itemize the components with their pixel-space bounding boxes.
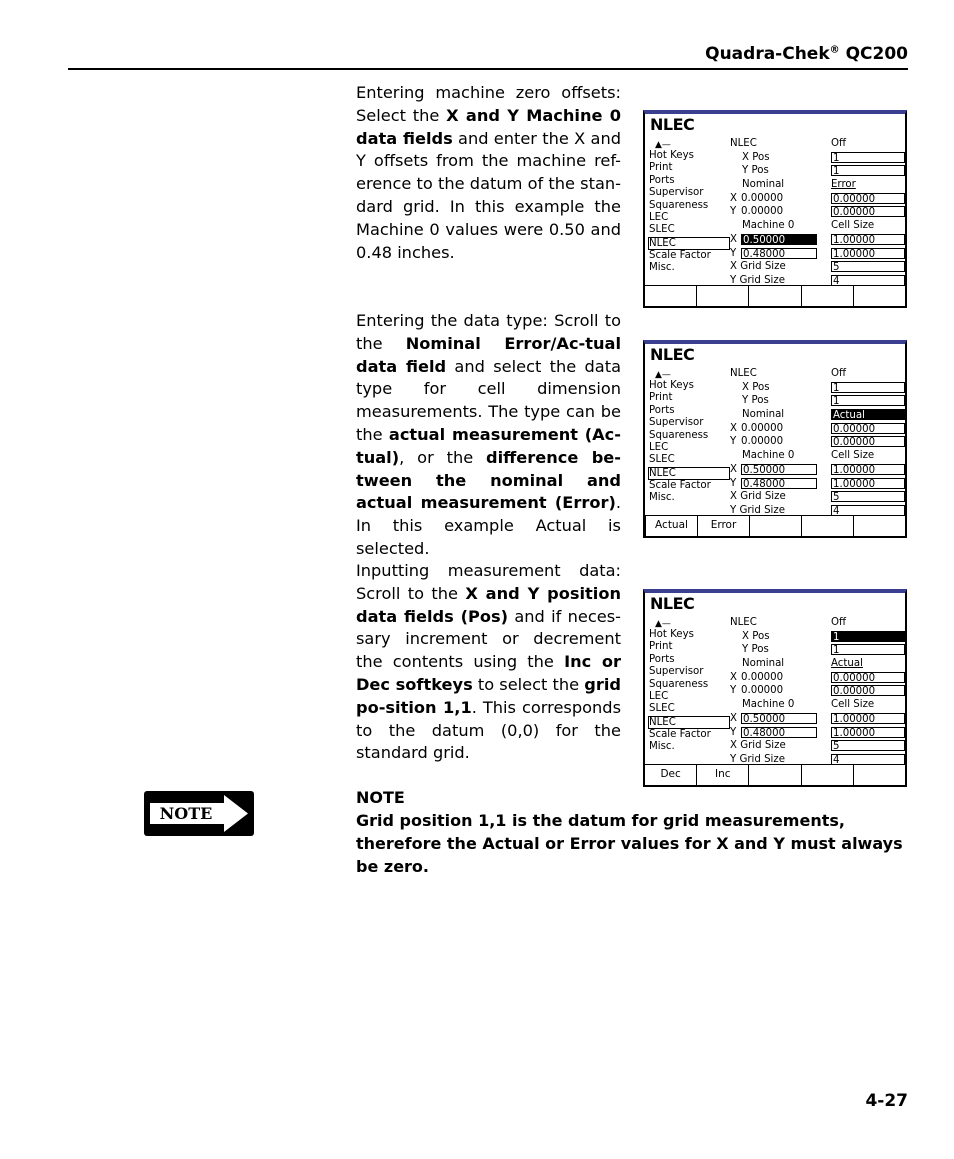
field-row: [831, 671, 907, 685]
axis-label: X: [730, 712, 737, 724]
menu-item[interactable]: Squareness: [649, 678, 709, 690]
field-label: NLEC: [730, 617, 757, 628]
field-row: [730, 151, 822, 165]
value-field[interactable]: 0.00000: [831, 672, 905, 683]
field-row: [831, 247, 907, 261]
field-row: [730, 178, 822, 192]
paragraph-machine-zero: [356, 82, 621, 264]
value-field[interactable]: 4: [831, 505, 905, 516]
screen-position: [643, 589, 907, 787]
menu-item[interactable]: LEC: [649, 212, 669, 224]
field-row: [831, 381, 907, 395]
menu-item[interactable]: Hot Keys: [649, 150, 694, 161]
text-run: Entering the data type: Scroll to the: [356, 311, 621, 353]
x-pos-field[interactable]: 1: [831, 152, 905, 163]
field-row: [730, 219, 822, 233]
menu-item[interactable]: LEC: [649, 442, 669, 454]
menu-item[interactable]: Misc.: [649, 741, 675, 753]
bold-run: difference be-tween the nominal and actual measurement (Error): [356, 447, 621, 513]
field-row: [831, 178, 907, 192]
axis-label: X: [730, 192, 737, 204]
screen-title: NLEC: [650, 594, 695, 613]
value-field[interactable]: 1.00000: [831, 464, 905, 475]
field-row: [831, 260, 907, 274]
text-run: and select the data type for cell dimension measurements. The type can be the: [356, 356, 621, 444]
field-value: 0.00000: [741, 422, 784, 434]
field-label: Machine 0: [742, 220, 795, 232]
field-row: [831, 463, 907, 477]
data-type-field[interactable]: Error: [831, 179, 856, 191]
note-badge-label: NOTE: [159, 804, 213, 823]
scroll-up-icon: ▲—: [655, 619, 671, 629]
menu-item[interactable]: Hot Keys: [649, 629, 694, 640]
menu-item[interactable]: Supervisor: [649, 417, 704, 429]
y-pos-field[interactable]: 1: [831, 644, 905, 655]
screen-right-column: [831, 616, 907, 767]
menu-item[interactable]: NLEC: [648, 237, 730, 250]
softkey-bar: [645, 285, 905, 306]
field-row: [831, 192, 907, 206]
axis-label: Y: [730, 477, 737, 489]
text-run: Inputting measurement data: Scroll to the: [356, 561, 621, 603]
softkey[interactable]: [802, 286, 854, 306]
menu-item[interactable]: Scale Factor: [649, 728, 711, 740]
data-type-field[interactable]: Actual: [831, 658, 863, 670]
bold-run: grid po-sition 1,1: [356, 674, 621, 717]
field-row: [730, 698, 822, 712]
axis-label: Y: [730, 247, 737, 259]
field-row: [730, 394, 822, 408]
machine-x-field[interactable]: 0.50000: [741, 464, 817, 475]
field-label: Y Pos: [742, 395, 769, 407]
axis-label: X: [730, 671, 737, 683]
field-label: Y Pos: [742, 644, 769, 656]
field-value: 0.00000: [741, 206, 784, 218]
field-row: [831, 164, 907, 178]
softkey[interactable]: [749, 765, 801, 785]
field-row: [831, 684, 907, 698]
field-row: [730, 192, 822, 206]
field-label: Cell Size: [831, 699, 875, 711]
field-label: Y Grid Size: [730, 504, 785, 516]
field-row: [730, 739, 822, 753]
screen-right-column: [831, 137, 907, 288]
value-field[interactable]: 1.00000: [831, 727, 905, 738]
softkey[interactable]: [854, 286, 905, 306]
field-row: [831, 739, 907, 753]
axis-label: Y: [730, 685, 737, 697]
field-row: [730, 233, 822, 247]
menu-item[interactable]: SLEC: [649, 224, 675, 236]
note-body: Grid position 1,1 is the datum for grid measurements, therefore the Actual or Error values for X and Y must always be zero.: [356, 811, 903, 876]
softkey[interactable]: [697, 286, 749, 306]
softkey[interactable]: [645, 286, 697, 306]
machine-y-field[interactable]: 0.48000: [741, 248, 817, 259]
field-label: Nominal: [742, 179, 785, 191]
value-field[interactable]: 0.00000: [831, 436, 905, 447]
x-pos-field[interactable]: 1: [831, 631, 905, 642]
menu-item[interactable]: SLEC: [649, 454, 675, 466]
softkey-bar: [645, 515, 905, 536]
field-row: [831, 394, 907, 408]
field-row: [831, 657, 907, 671]
field-row: [730, 381, 822, 395]
running-header: [705, 44, 908, 64]
bold-run: X and Y Machine 0 data fields: [356, 105, 622, 148]
field-value: Off: [831, 368, 847, 379]
softkey[interactable]: [854, 516, 905, 536]
x-pos-field[interactable]: 1: [831, 382, 905, 393]
field-row: [730, 408, 822, 422]
field-row: [831, 698, 907, 712]
field-row: [831, 449, 907, 463]
softkey[interactable]: [749, 286, 801, 306]
menu-item[interactable]: Hot Keys: [649, 380, 694, 391]
text-run: , or the: [399, 447, 487, 467]
note-block: [356, 786, 916, 878]
menu-item[interactable]: Supervisor: [649, 187, 704, 199]
data-type-field[interactable]: Actual: [831, 409, 905, 420]
field-label: NLEC: [730, 368, 757, 379]
text-run: to select the: [472, 674, 585, 694]
header-rule: [68, 68, 908, 70]
menu-item[interactable]: Ports: [649, 653, 675, 665]
field-label: Y Grid Size: [730, 274, 785, 286]
field-row: [831, 219, 907, 233]
scroll-up-icon: ▲—: [655, 370, 671, 380]
field-row: [831, 435, 907, 449]
field-label: Y Grid Size: [730, 753, 785, 765]
field-row: [831, 408, 907, 422]
bold-run: Nominal Error/Ac-tual data field: [356, 333, 621, 376]
screen-title: NLEC: [650, 115, 695, 134]
field-row: [730, 657, 822, 671]
softkey[interactable]: Inc: [697, 765, 749, 785]
field-row: [730, 422, 822, 436]
field-label: X Grid Size: [730, 491, 786, 503]
field-row: [730, 463, 822, 477]
field-row: [730, 684, 822, 698]
text-run: . This corresponds to the datum (0,0) for the standard grid.: [356, 697, 622, 763]
menu-item[interactable]: Misc.: [649, 262, 675, 274]
axis-label: Y: [730, 206, 737, 218]
machine-x-field[interactable]: 0.50000: [741, 234, 817, 245]
field-value: 0.00000: [741, 192, 784, 204]
menu-item[interactable]: Misc.: [649, 492, 675, 504]
field-row: [831, 630, 907, 644]
bold-run: actual measurement (Ac-tual): [356, 424, 621, 467]
softkey[interactable]: [750, 516, 802, 536]
screen-menu: [649, 619, 730, 754]
field-label: X Grid Size: [730, 740, 786, 752]
menu-item[interactable]: Scale Factor: [649, 479, 711, 491]
menu-item[interactable]: Squareness: [649, 199, 709, 211]
field-label: X Pos: [742, 381, 770, 393]
paragraph-measurement-data: [356, 560, 621, 765]
axis-label: Y: [730, 726, 737, 738]
bold-run: X and Y position data fields (Pos): [356, 583, 621, 626]
screen-menu: [649, 140, 730, 275]
field-label: Y Pos: [742, 165, 769, 177]
field-row: [831, 726, 907, 740]
screen-data-type: [643, 340, 907, 538]
bold-run: Inc or Dec softkeys: [356, 652, 621, 694]
value-field[interactable]: 0.00000: [831, 193, 905, 204]
paragraph-data-type: [356, 310, 621, 561]
screen-middle-column: [730, 616, 822, 767]
text-run: and if neces-sary increment or decrement the contents using the: [356, 606, 621, 672]
y-pos-field[interactable]: 1: [831, 165, 905, 176]
brand-name: Quadra-Chek: [705, 44, 830, 64]
field-row: [730, 367, 822, 381]
field-row: [831, 712, 907, 726]
value-field[interactable]: 5: [831, 740, 905, 751]
machine-x-field[interactable]: 0.50000: [741, 713, 817, 724]
text-run: . In this example Actual is selected.: [356, 493, 621, 558]
softkey[interactable]: Dec: [645, 765, 697, 785]
axis-label: X: [730, 422, 737, 434]
field-row: [831, 643, 907, 657]
field-label: Nominal: [742, 658, 785, 670]
note-heading: NOTE: [356, 788, 405, 807]
field-row: [831, 490, 907, 504]
field-label: Cell Size: [831, 220, 875, 232]
field-row: [831, 477, 907, 491]
softkey[interactable]: Error: [698, 516, 750, 536]
menu-item[interactable]: Print: [649, 392, 673, 404]
field-row: [730, 477, 822, 491]
field-row: [730, 616, 822, 630]
field-row: [730, 490, 822, 504]
text-run: Entering machine zero offsets: Select the: [356, 83, 621, 125]
value-field[interactable]: 0.00000: [831, 206, 905, 217]
field-row: [831, 422, 907, 436]
value-field[interactable]: 4: [831, 275, 905, 286]
menu-item[interactable]: SLEC: [649, 703, 675, 715]
field-row: [730, 247, 822, 261]
note-icon: [144, 791, 254, 836]
menu-item[interactable]: Print: [649, 162, 673, 174]
value-field[interactable]: 5: [831, 491, 905, 502]
screen-machine-zero: [643, 110, 907, 308]
scroll-up-icon: ▲—: [655, 140, 671, 150]
screen-title: NLEC: [650, 345, 695, 364]
field-row: [730, 643, 822, 657]
field-row: [730, 630, 822, 644]
field-row: [730, 260, 822, 274]
field-row: [730, 671, 822, 685]
field-row: [730, 205, 822, 219]
field-row: [831, 205, 907, 219]
value-field[interactable]: 1.00000: [831, 478, 905, 489]
field-value: 0.00000: [741, 685, 784, 697]
screen-middle-column: [730, 137, 822, 288]
menu-item[interactable]: NLEC: [648, 716, 730, 729]
machine-y-field[interactable]: 0.48000: [741, 478, 817, 489]
field-label: NLEC: [730, 138, 757, 149]
registered-mark: ®: [829, 44, 840, 56]
value-field[interactable]: 4: [831, 754, 905, 765]
field-label: Machine 0: [742, 699, 795, 711]
axis-label: X: [730, 463, 737, 475]
softkey-bar: [645, 764, 905, 785]
field-row: [730, 449, 822, 463]
softkey[interactable]: Actual: [645, 515, 698, 536]
menu-item[interactable]: Squareness: [649, 429, 709, 441]
softkey[interactable]: [802, 516, 854, 536]
softkey[interactable]: [802, 765, 854, 785]
screen-middle-column: [730, 367, 822, 518]
screen-right-column: [831, 367, 907, 518]
field-row: [831, 616, 907, 630]
value-field[interactable]: 1.00000: [831, 713, 905, 724]
field-value: 0.00000: [741, 671, 784, 683]
value-field[interactable]: 0.00000: [831, 685, 905, 696]
page-number: 4-27: [865, 1091, 908, 1111]
field-row: [730, 726, 822, 740]
field-row: [730, 712, 822, 726]
softkey[interactable]: [854, 765, 905, 785]
field-row: [730, 164, 822, 178]
menu-item[interactable]: Ports: [649, 404, 675, 416]
value-field[interactable]: 0.00000: [831, 423, 905, 434]
field-row: [730, 435, 822, 449]
menu-item[interactable]: Supervisor: [649, 666, 704, 678]
model-name: QC200: [845, 44, 908, 64]
field-value: Off: [831, 617, 847, 628]
field-row: [831, 367, 907, 381]
field-value: 0.00000: [741, 436, 784, 448]
field-label: Nominal: [742, 409, 785, 421]
field-label: X Pos: [742, 151, 770, 163]
field-label: Machine 0: [742, 450, 795, 462]
axis-label: Y: [730, 436, 737, 448]
axis-label: X: [730, 233, 737, 245]
field-row: [730, 137, 822, 151]
menu-item[interactable]: LEC: [649, 691, 669, 703]
menu-item[interactable]: Scale Factor: [649, 249, 711, 261]
field-label: Cell Size: [831, 450, 875, 462]
field-row: [831, 233, 907, 247]
field-row: [831, 137, 907, 151]
y-pos-field[interactable]: 1: [831, 395, 905, 406]
field-label: X Pos: [742, 630, 770, 642]
menu-item[interactable]: Print: [649, 641, 673, 653]
machine-y-field[interactable]: 0.48000: [741, 727, 817, 738]
value-field[interactable]: 1.00000: [831, 234, 905, 245]
menu-item[interactable]: Ports: [649, 174, 675, 186]
field-label: X Grid Size: [730, 261, 786, 273]
menu-item[interactable]: NLEC: [648, 467, 730, 480]
field-value: Off: [831, 138, 847, 149]
value-field[interactable]: 1.00000: [831, 248, 905, 259]
screen-menu: [649, 370, 730, 505]
field-row: [831, 151, 907, 165]
text-run: and enter the X and Y offsets from the machine ref-erence to the datum of the stan-dard grid. In this example the Machine 0 values were 0.50 and 0.48 inches.: [356, 128, 621, 262]
value-field[interactable]: 5: [831, 261, 905, 272]
